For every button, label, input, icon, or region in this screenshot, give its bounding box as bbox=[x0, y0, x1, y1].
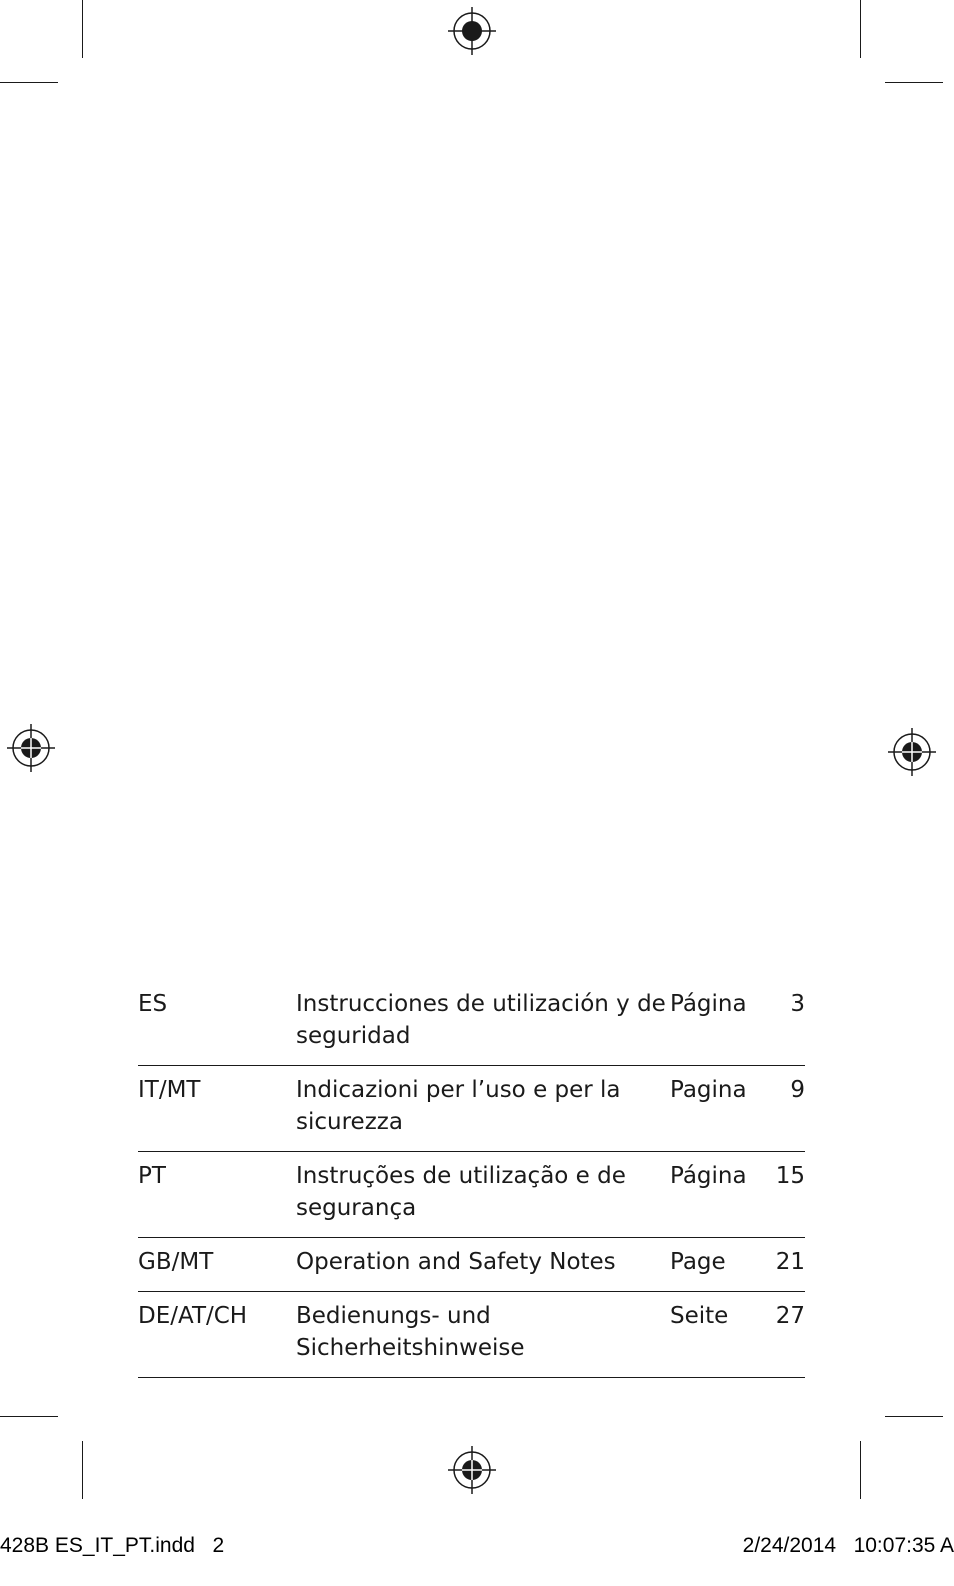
page-number: 3 bbox=[762, 988, 805, 1066]
crop-mark-top-left-horizontal bbox=[0, 82, 58, 83]
crop-mark-bottom-left-vertical bbox=[82, 1441, 83, 1499]
registration-mark-icon bbox=[447, 1445, 497, 1495]
registration-mark-icon bbox=[887, 727, 937, 777]
language-code: PT bbox=[138, 1152, 296, 1238]
language-code: GB/MT bbox=[138, 1238, 296, 1292]
language-code: IT/MT bbox=[138, 1066, 296, 1152]
page-number: 9 bbox=[762, 1066, 805, 1152]
toc-row bbox=[138, 1292, 805, 1378]
crop-mark-top-left-vertical bbox=[82, 0, 83, 58]
section-title: Instrucciones de utilización y de seguridad bbox=[296, 988, 670, 1066]
slug-datetime: 2/24/2014 10:07:35 A bbox=[742, 1534, 954, 1557]
page-label: Page bbox=[670, 1238, 762, 1292]
crop-mark-top-right-horizontal bbox=[885, 82, 943, 83]
section-title: Operation and Safety Notes bbox=[296, 1238, 670, 1292]
toc-row bbox=[138, 988, 805, 1066]
registration-mark-icon bbox=[6, 723, 56, 773]
section-title: Instruções de utilização e de segurança bbox=[296, 1152, 670, 1238]
slug-filename: 428B ES_IT_PT.indd 2 bbox=[0, 1534, 225, 1557]
page-label: Seite bbox=[670, 1292, 762, 1378]
toc-row bbox=[138, 1152, 805, 1238]
page-label: Página bbox=[670, 988, 762, 1066]
section-title: Indicazioni per l’uso e per la sicurezza bbox=[296, 1066, 670, 1152]
crop-mark-top-right-vertical bbox=[860, 0, 861, 58]
crop-mark-bottom-right-vertical bbox=[860, 1441, 861, 1499]
toc-row bbox=[138, 1066, 805, 1152]
page-number: 27 bbox=[762, 1292, 805, 1378]
page-number: 21 bbox=[762, 1238, 805, 1292]
registration-mark-icon bbox=[447, 6, 497, 56]
page-number: 15 bbox=[762, 1152, 805, 1238]
section-title: Bedienungs- und Sicherheitshinweise bbox=[296, 1292, 670, 1378]
crop-mark-bottom-left-horizontal bbox=[0, 1416, 58, 1417]
page-label: Pagina bbox=[670, 1066, 762, 1152]
page-label: Página bbox=[670, 1152, 762, 1238]
crop-mark-bottom-right-horizontal bbox=[885, 1416, 943, 1417]
table-of-contents bbox=[138, 988, 805, 1378]
language-code: ES bbox=[138, 988, 296, 1066]
toc-row bbox=[138, 1238, 805, 1292]
language-code: DE/AT/CH bbox=[138, 1292, 296, 1378]
